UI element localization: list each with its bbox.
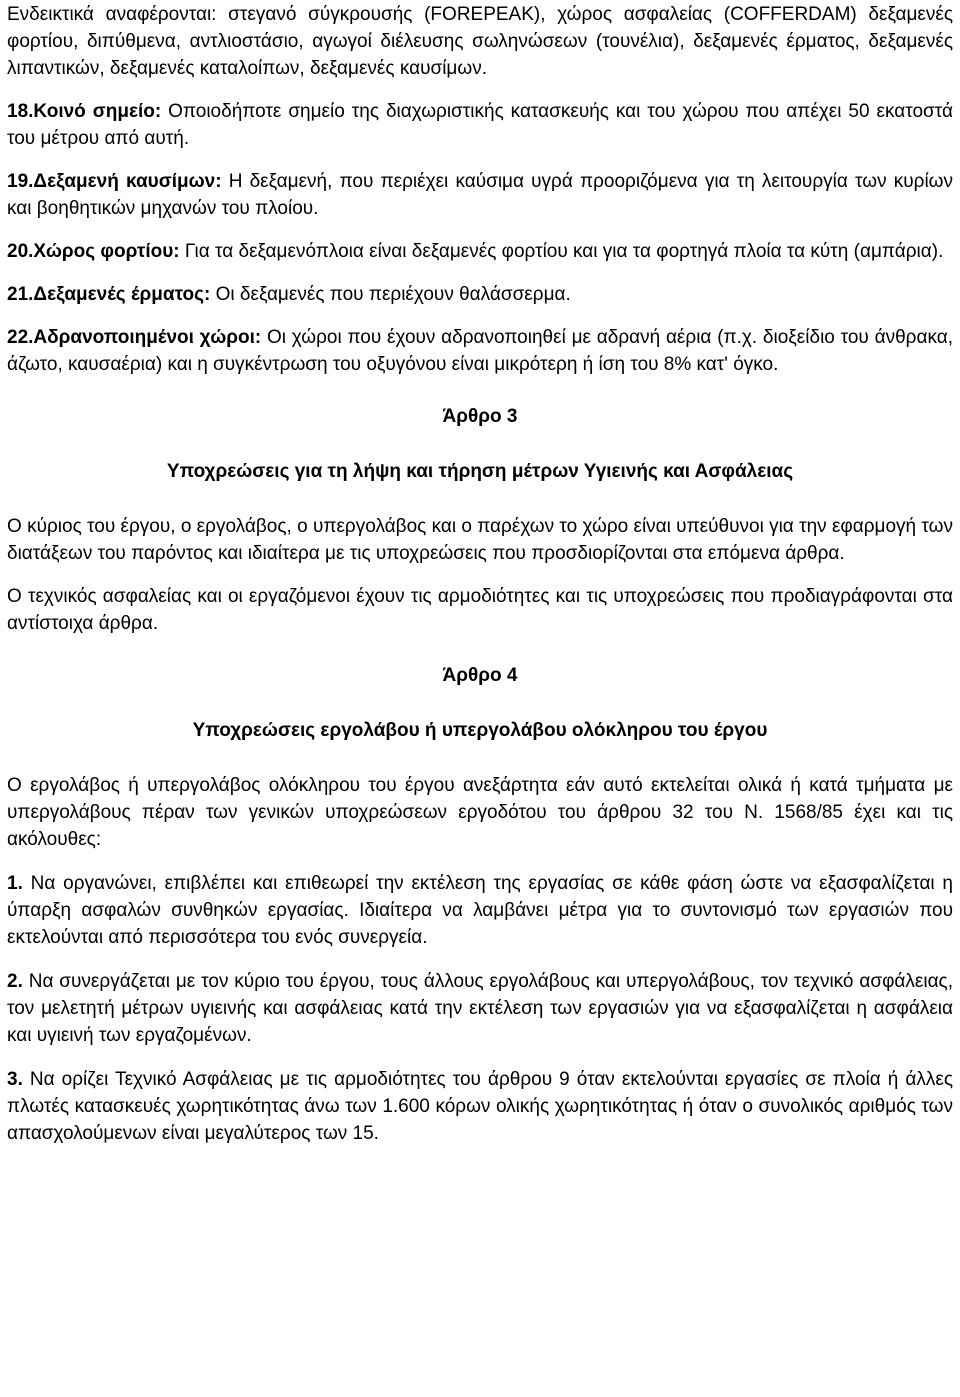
list-item xyxy=(7,870,953,951)
list-item-text: Να οργανώνει, επιβλέπει και επιθεωρεί την εκτέλεση της εργασίας σε κάθε φάση ώστε να εξασφαλίζεται η ύπαρξη ασφαλών συνθηκών εργασίας. Ιδιαίτερα να λαμβάνει μέτρα για το συντονισμό των εργασιών που εκτελούνται από περισσότερα του ενός συνεργεία. xyxy=(7,873,953,948)
definition-18 xyxy=(7,98,953,152)
list-item-number: 2. xyxy=(7,971,23,992)
definition-number: 19. xyxy=(7,171,34,192)
definition-text: Οι δεξαμενές που περιέχουν θαλάσσερμα. xyxy=(210,284,571,305)
article-4-title: Υποχρεώσεις εργολάβου ή υπεργολάβου ολόκληρου του έργου xyxy=(192,720,768,741)
definition-term: Κοινό σημείο: xyxy=(33,101,162,122)
article-3-title: Υποχρεώσεις για τη λήψη και τήρηση μέτρων Υγιεινής και Ασφάλειας xyxy=(166,461,794,482)
definition-text: Οποιοδήποτε σημείο της διαχωριστικής κατασκευής και του χώρου που απέχει 50 εκατοστά του μέτρου από αυτή. xyxy=(7,101,953,149)
list-item xyxy=(7,1066,953,1147)
definition-term: Αδρανοποιημένοι χώροι: xyxy=(33,327,262,348)
list-item-text: Να ορίζει Τεχνικό Ασφάλειας με τις αρμοδιότητες του άρθρου 9 όταν εκτελούνται εργασίες σε πλοία ή άλλες πλωτές κατασκευές χωρητικότητας άνω των 1.600 κόρων ολικής χωρητικότητας ή όταν ο συνολικός αριθμός των απασχολούμενων είναι μεγαλύτερος των 15. xyxy=(7,1069,954,1144)
definition-21 xyxy=(7,281,953,308)
definition-number: 21. xyxy=(7,284,34,305)
list-item-number: 3. xyxy=(7,1069,23,1090)
list-item xyxy=(7,968,953,1049)
definition-term: Χώρος φορτίου: xyxy=(33,241,180,262)
list-item-number: 1. xyxy=(7,873,23,894)
definition-term: Δεξαμενή καυσίμων: xyxy=(33,171,222,192)
article-4-number: Άρθρο 4 xyxy=(442,665,518,686)
definition-20 xyxy=(7,238,953,265)
article-3 xyxy=(7,403,953,637)
intro-paragraph: Ενδεικτικά αναφέρονται: στεγανό σύγκρουσής (FOREPEAK), χώρος ασφαλείας (COFFERDAM) δεξαμενές φορτίου, διπύθμενα, αντλιοστάσιο, αγωγοί διέλευσης σωληνώσεων (τουνέλια), δεξαμενές έρματος, δεξαμενές λιπαντικών, δεξαμενές καταλοίπων, δεξαμενές καυσίμων. xyxy=(7,4,953,79)
article-4 xyxy=(7,662,953,1147)
definition-number: 18. xyxy=(7,101,34,122)
article-4-intro: Ο εργολάβος ή υπεργολάβος ολόκληρου του έργου ανεξάρτητα εάν αυτό εκτελείται ολικά ή κατά τμήματα με υπεργολάβους πέραν των γενικών υποχρεώσεων εργοδότου του άρθρου 32 του Ν. 1568/85 έχει και τις ακόλουθες: xyxy=(7,775,953,850)
definition-19 xyxy=(7,168,953,222)
definition-text: Η δεξαμενή, που περιέχει καύσιμα υγρά προοριζόμενα για τη λειτουργία των κυρίων και βοηθητικών μηχανών του πλοίου. xyxy=(7,171,953,219)
article-3-number: Άρθρο 3 xyxy=(442,406,518,427)
definitions-list xyxy=(7,98,953,378)
list-item-text: Να συνεργάζεται με τον κύριο του έργου, τους άλλους εργολάβους και υπεργολάβους, τον τεχνικό ασφάλειας, τον μελετητή μέτρων υγιεινής και ασφάλειας κατά την εκτέλεση των εργασιών για να εξασφαλίζεται η ασφάλεια και υγιεινή των εργαζομένων. xyxy=(7,971,953,1046)
definition-term: Δεξαμενές έρματος: xyxy=(33,284,211,305)
definition-number: 20. xyxy=(7,241,34,262)
definition-text: Για τα δεξαμενόπλοια είναι δεξαμενές φορτίου και για τα φορτηγά πλοία τα κύτη (αμπάρια). xyxy=(179,241,944,262)
article-3-paragraph-1: Ο κύριος του έργου, ο εργολάβος, ο υπεργολάβος και ο παρέχων το χώρο είναι υπεύθυνοι για την εφαρμογή των διατάξεων του παρόντος και ιδιαίτερα με τις υποχρεώσεις που προσδιορίζονται στα επόμενα άρθρα. xyxy=(7,516,953,564)
definition-number: 22. xyxy=(7,327,34,348)
article-3-paragraph-2: Ο τεχνικός ασφαλείας και οι εργαζόμενοι έχουν τις αρμοδιότητες και τις υποχρεώσεις που προδιαγράφονται στα αντίστοιχα άρθρα. xyxy=(7,586,953,634)
definition-22 xyxy=(7,324,953,378)
definition-text: Οι χώροι που έχουν αδρανοποιηθεί με αδρανή αέρια (π.χ. διοξείδιο του άνθρακα, άζωτο, καυσαέρια) και η συγκέντρωση του οξυγόνου είναι μικρότερη ή ίση του 8% κατ' όγκο. xyxy=(7,327,953,375)
